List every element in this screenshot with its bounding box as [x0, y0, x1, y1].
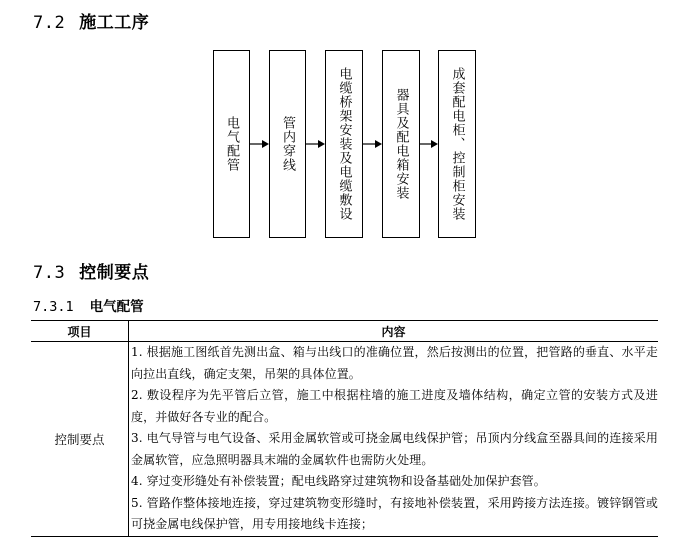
row-label: 控制要点 — [31, 342, 129, 537]
arrow-right-icon — [306, 138, 326, 150]
flow-step-2 — [269, 50, 306, 238]
control-points-table — [31, 320, 658, 537]
section-title: 电气配管 — [89, 299, 144, 315]
flow-step-label: 电气配管 — [224, 116, 239, 172]
arrow-right-icon — [420, 138, 439, 150]
list-item: 5. 管路作整体接地连接，穿过建筑物变形缝时，有接地补偿装置，采用跨接方法连接。镀锌钢管或可挠金属电线保护管，用专用接地线卡连接； — [131, 495, 658, 531]
table-row — [31, 342, 658, 537]
section-number: 7.2 — [33, 13, 66, 33]
flow-step-label: 成套配电柜、控制柜安装 — [449, 67, 465, 221]
flow-step-4 — [382, 50, 420, 238]
row-content — [129, 342, 659, 537]
flow-step-label: 管内穿线 — [280, 116, 295, 172]
list-item: 2. 敷设程序为先平管后立管，施工中根据柱墙的施工进度及墙体结构，确定立管的安装方式及进度，并做好各专业的配合。 — [131, 388, 658, 424]
section-title: 控制要点 — [79, 263, 150, 283]
section-7-3-1-heading — [33, 295, 144, 315]
flow-step-1 — [213, 50, 250, 238]
flow-step-label: 器具及配电箱安装 — [393, 88, 409, 200]
header-content: 内容 — [129, 321, 659, 342]
header-item: 项目 — [31, 321, 129, 342]
section-number: 7.3 — [33, 263, 66, 283]
flow-step-3 — [325, 50, 363, 238]
section-number: 7.3.1 — [33, 299, 74, 315]
list-item: 4. 穿过变形缝处有补偿装置；配电线路穿过建筑物和设备基础处加保护套管。 — [131, 474, 546, 488]
arrow-right-icon — [363, 138, 383, 150]
section-7-3-heading — [33, 258, 149, 283]
list-item: 3. 电气导管与电气设备、采用金属软管或可挠金属电线保护管；吊顶内分线盒至器具间的连接采用金属软管，应急照明器具末端的金属软件也需防火处理。 — [131, 431, 658, 467]
arrow-right-icon — [250, 138, 270, 150]
list-item: 1. 根据施工图纸首先测出盒、箱与出线口的准确位置，然后按测出的位置，把管路的垂直、水平走向拉出直线，确定支架，吊架的具体位置。 — [131, 345, 658, 381]
flow-step-label: 电缆桥架安装及电缆敷设 — [336, 67, 352, 221]
section-title: 施工工序 — [79, 13, 150, 33]
table-header-row — [31, 321, 658, 342]
flow-step-5 — [438, 50, 476, 238]
